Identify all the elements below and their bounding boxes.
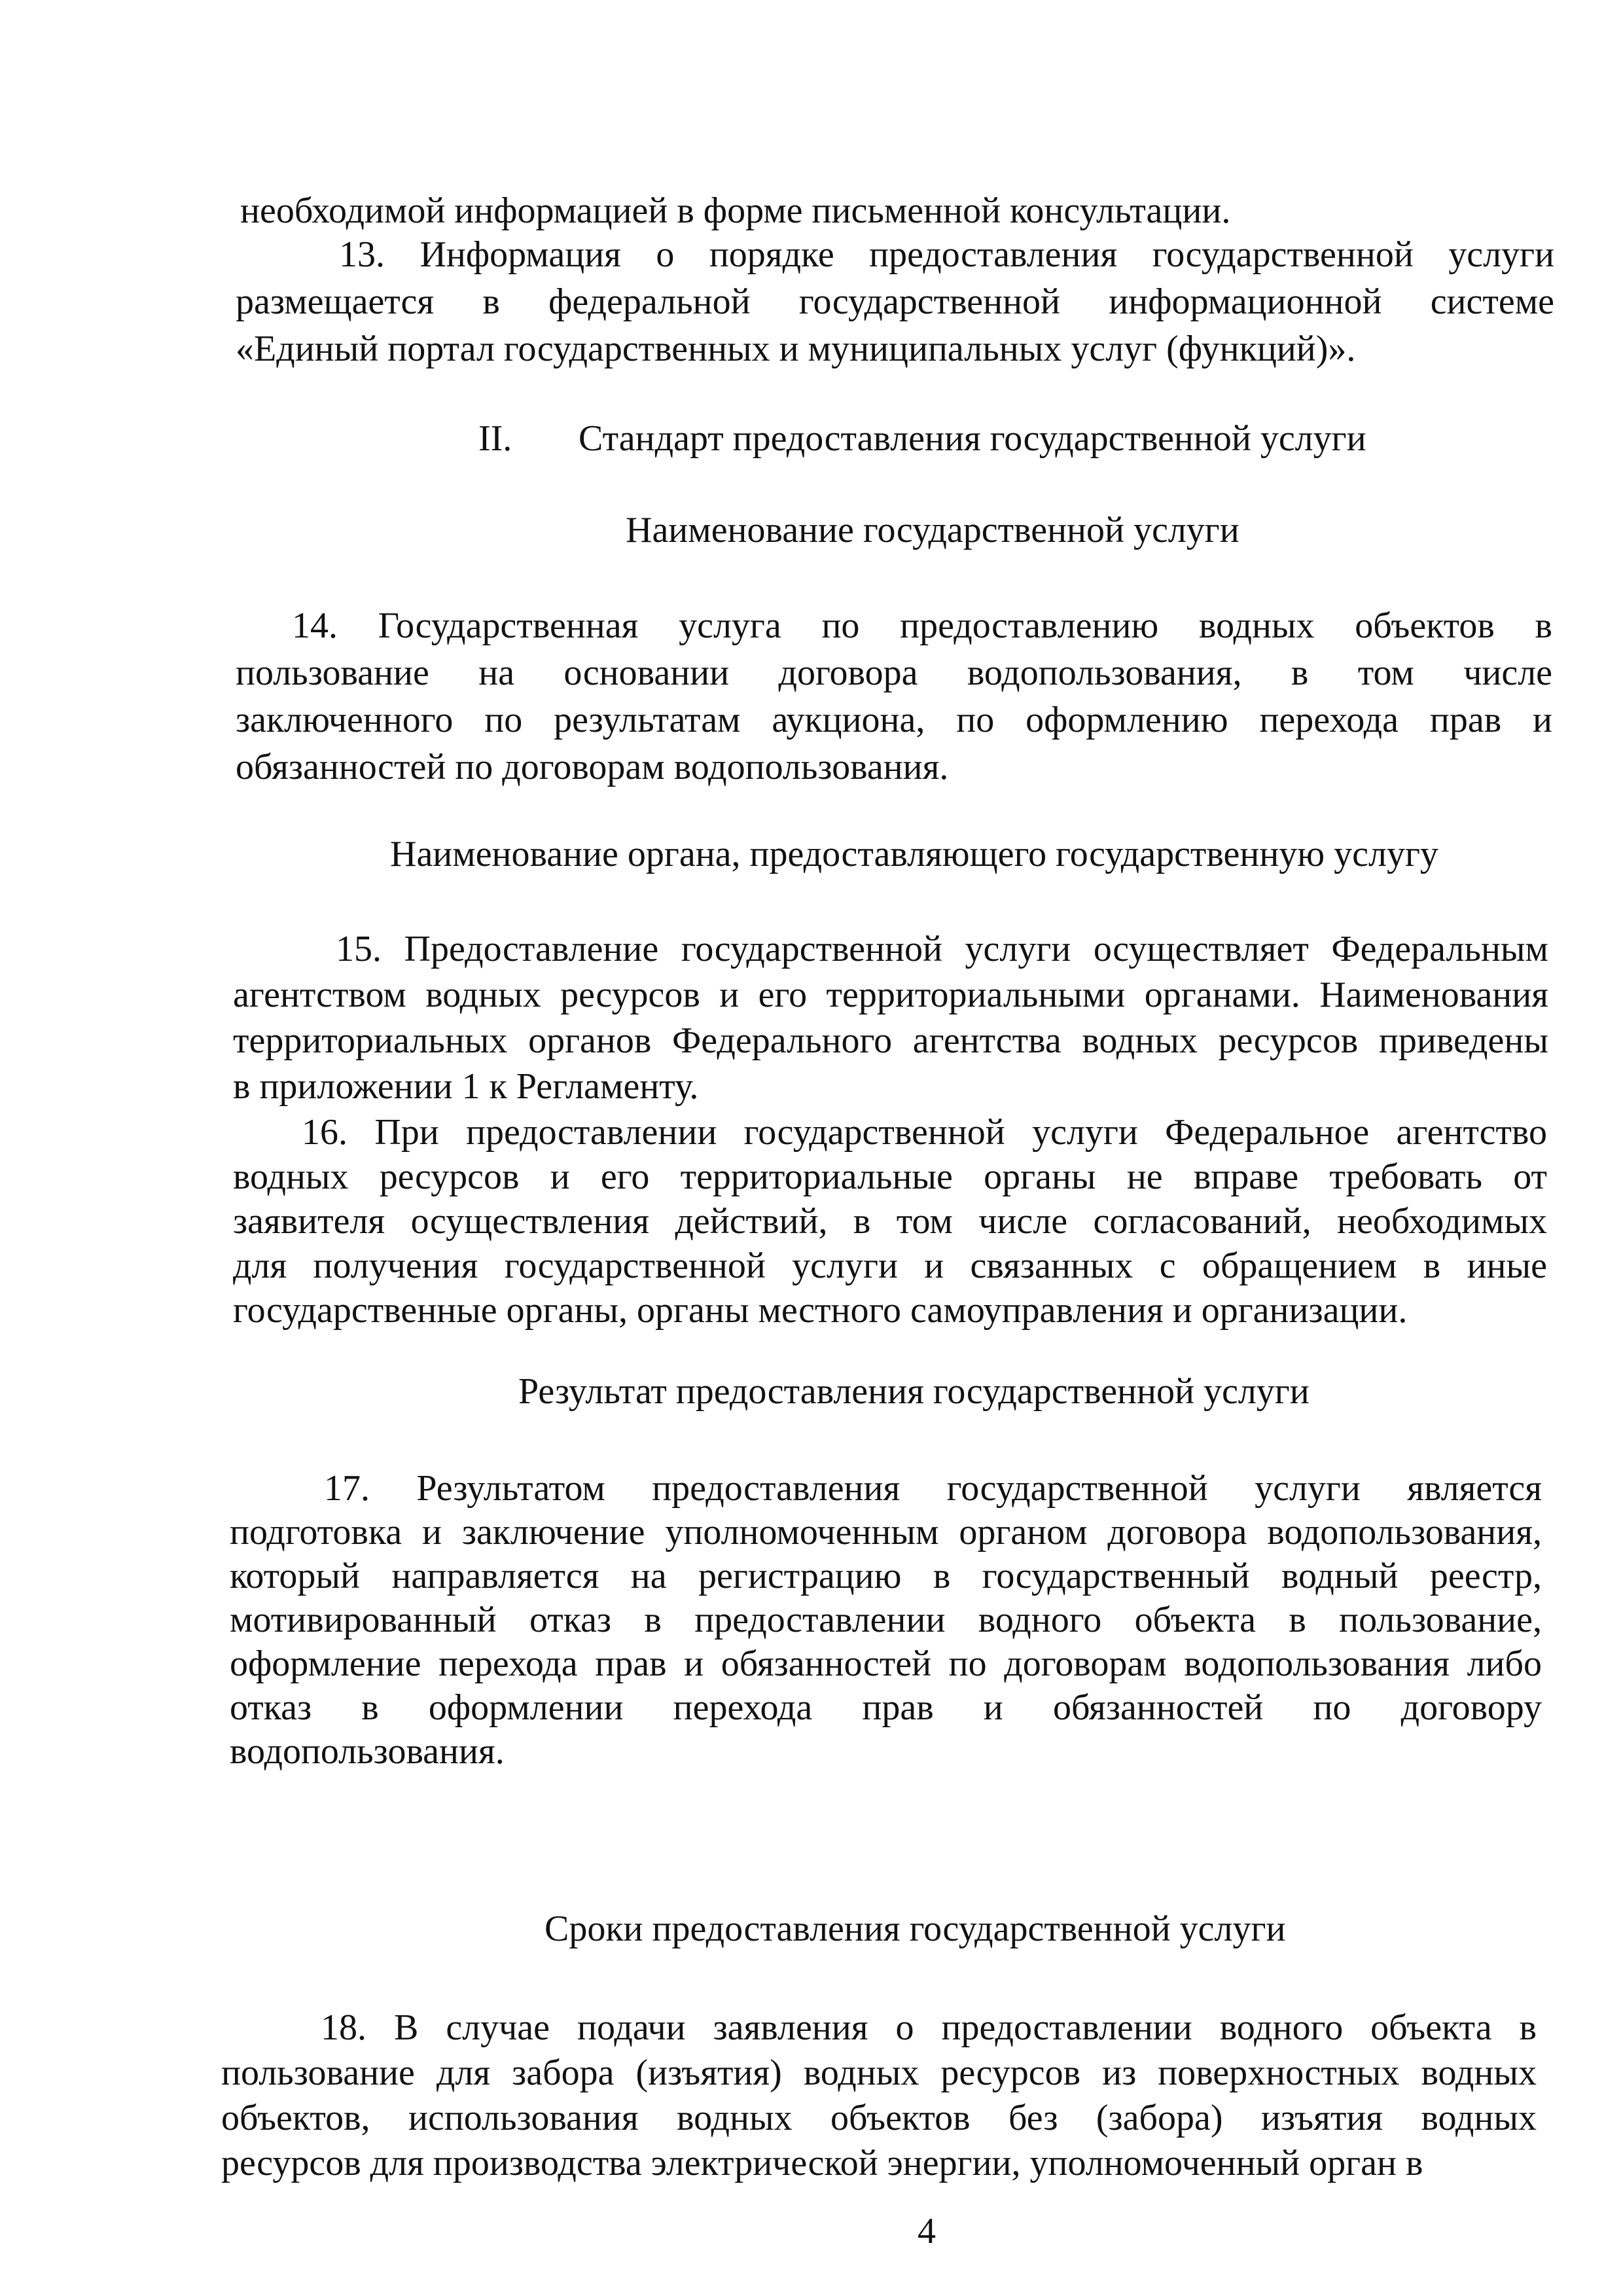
paragraph-13 <box>236 231 1554 372</box>
text-line: размещается в федеральной государственной информационной системе <box>236 281 1554 322</box>
subheading-result: Результат предоставления государственной услуги <box>518 1371 1310 1412</box>
text-line: территориальных органов Федерального агентства водных ресурсов приведены <box>233 1020 1548 1061</box>
section-heading <box>478 415 1366 462</box>
subheading-service-name: Наименование государственной услуги <box>626 510 1240 550</box>
text-line: водных ресурсов и его территориальные органы не вправе требовать от <box>233 1157 1547 1197</box>
paragraph-14 <box>236 602 1552 791</box>
subheading-authority-name: Наименование органа, предоставляющего государственную услугу <box>390 834 1438 874</box>
text-line: 17. Результатом предоставления государственной услуги является <box>324 1468 1542 1509</box>
paragraph-15 <box>233 926 1548 1109</box>
text-line: 14. Государственная услуга по предоставлению водных объектов в <box>292 605 1552 646</box>
text-line: заявителя осуществления действий, в том числе согласований, необходимых <box>233 1201 1547 1242</box>
text-line: в приложении 1 к Регламенту. <box>233 1066 699 1107</box>
paragraph-17 <box>230 1467 1542 1774</box>
text-line: 13. Информация о порядке предоставления государственной услуги <box>339 234 1554 275</box>
text-line: оформление перехода прав и обязанностей по договорам водопользования либо <box>230 1643 1542 1684</box>
text-line: 18. В случае подачи заявления о предоставлении водного объекта в <box>321 2007 1537 2048</box>
text-line: 15. Предоставление государственной услуги осуществляет Федеральным <box>336 929 1548 969</box>
text-line: мотивированный отказ в предоставлении водного объекта в пользование, <box>230 1600 1542 1640</box>
text-line: подготовка и заключение уполномоченным органом договора водопользования, <box>230 1512 1542 1552</box>
text-line: для получения государственной услуги и связанных с обращением в иные <box>233 1246 1547 1286</box>
text-line: который направляется на регистрацию в государственный водный реестр, <box>230 1556 1542 1596</box>
section-number: II. <box>478 418 512 459</box>
section-title: Стандарт предоставления государственной услуги <box>579 418 1366 459</box>
text-line: 16. При предоставлении государственной услуги Федеральное агентство <box>302 1112 1547 1153</box>
paragraph-16 <box>233 1110 1547 1333</box>
text-line: «Единый портал государственных и муниципальных услуг (функций)». <box>236 329 1356 369</box>
text-line: пользование на основании договора водопользования, в том числе <box>236 653 1552 693</box>
text-line: водопользования. <box>230 1731 505 1772</box>
text-line: объектов, использования водных объектов без (забора) изъятия водных <box>221 2098 1537 2138</box>
paragraph-continuation <box>240 187 1549 234</box>
page-number: 4 <box>918 2211 936 2251</box>
text-line: отказ в оформлении перехода прав и обязанностей по договору <box>230 1687 1542 1728</box>
text-line: государственные органы, органы местного самоуправления и организации. <box>233 1290 1408 1331</box>
text-line: заключенного по результатам аукциона, по оформлению перехода прав и <box>236 700 1552 740</box>
paragraph-18 <box>221 2005 1537 2186</box>
text-line: пользование для забора (изъятия) водных ресурсов из поверхностных водных <box>221 2053 1537 2093</box>
text-line: ресурсов для производства электрической энергии, уполномоченный орган в <box>221 2143 1423 2183</box>
text-line: агентством водных ресурсов и его территориальными органами. Наименования <box>233 975 1548 1015</box>
text-line: необходимой информацией в форме письменной консультации. <box>240 190 1231 231</box>
text-line: обязанностей по договорам водопользования. <box>236 747 949 787</box>
subheading-terms: Сроки предоставления государственной услуги <box>544 1909 1286 1949</box>
